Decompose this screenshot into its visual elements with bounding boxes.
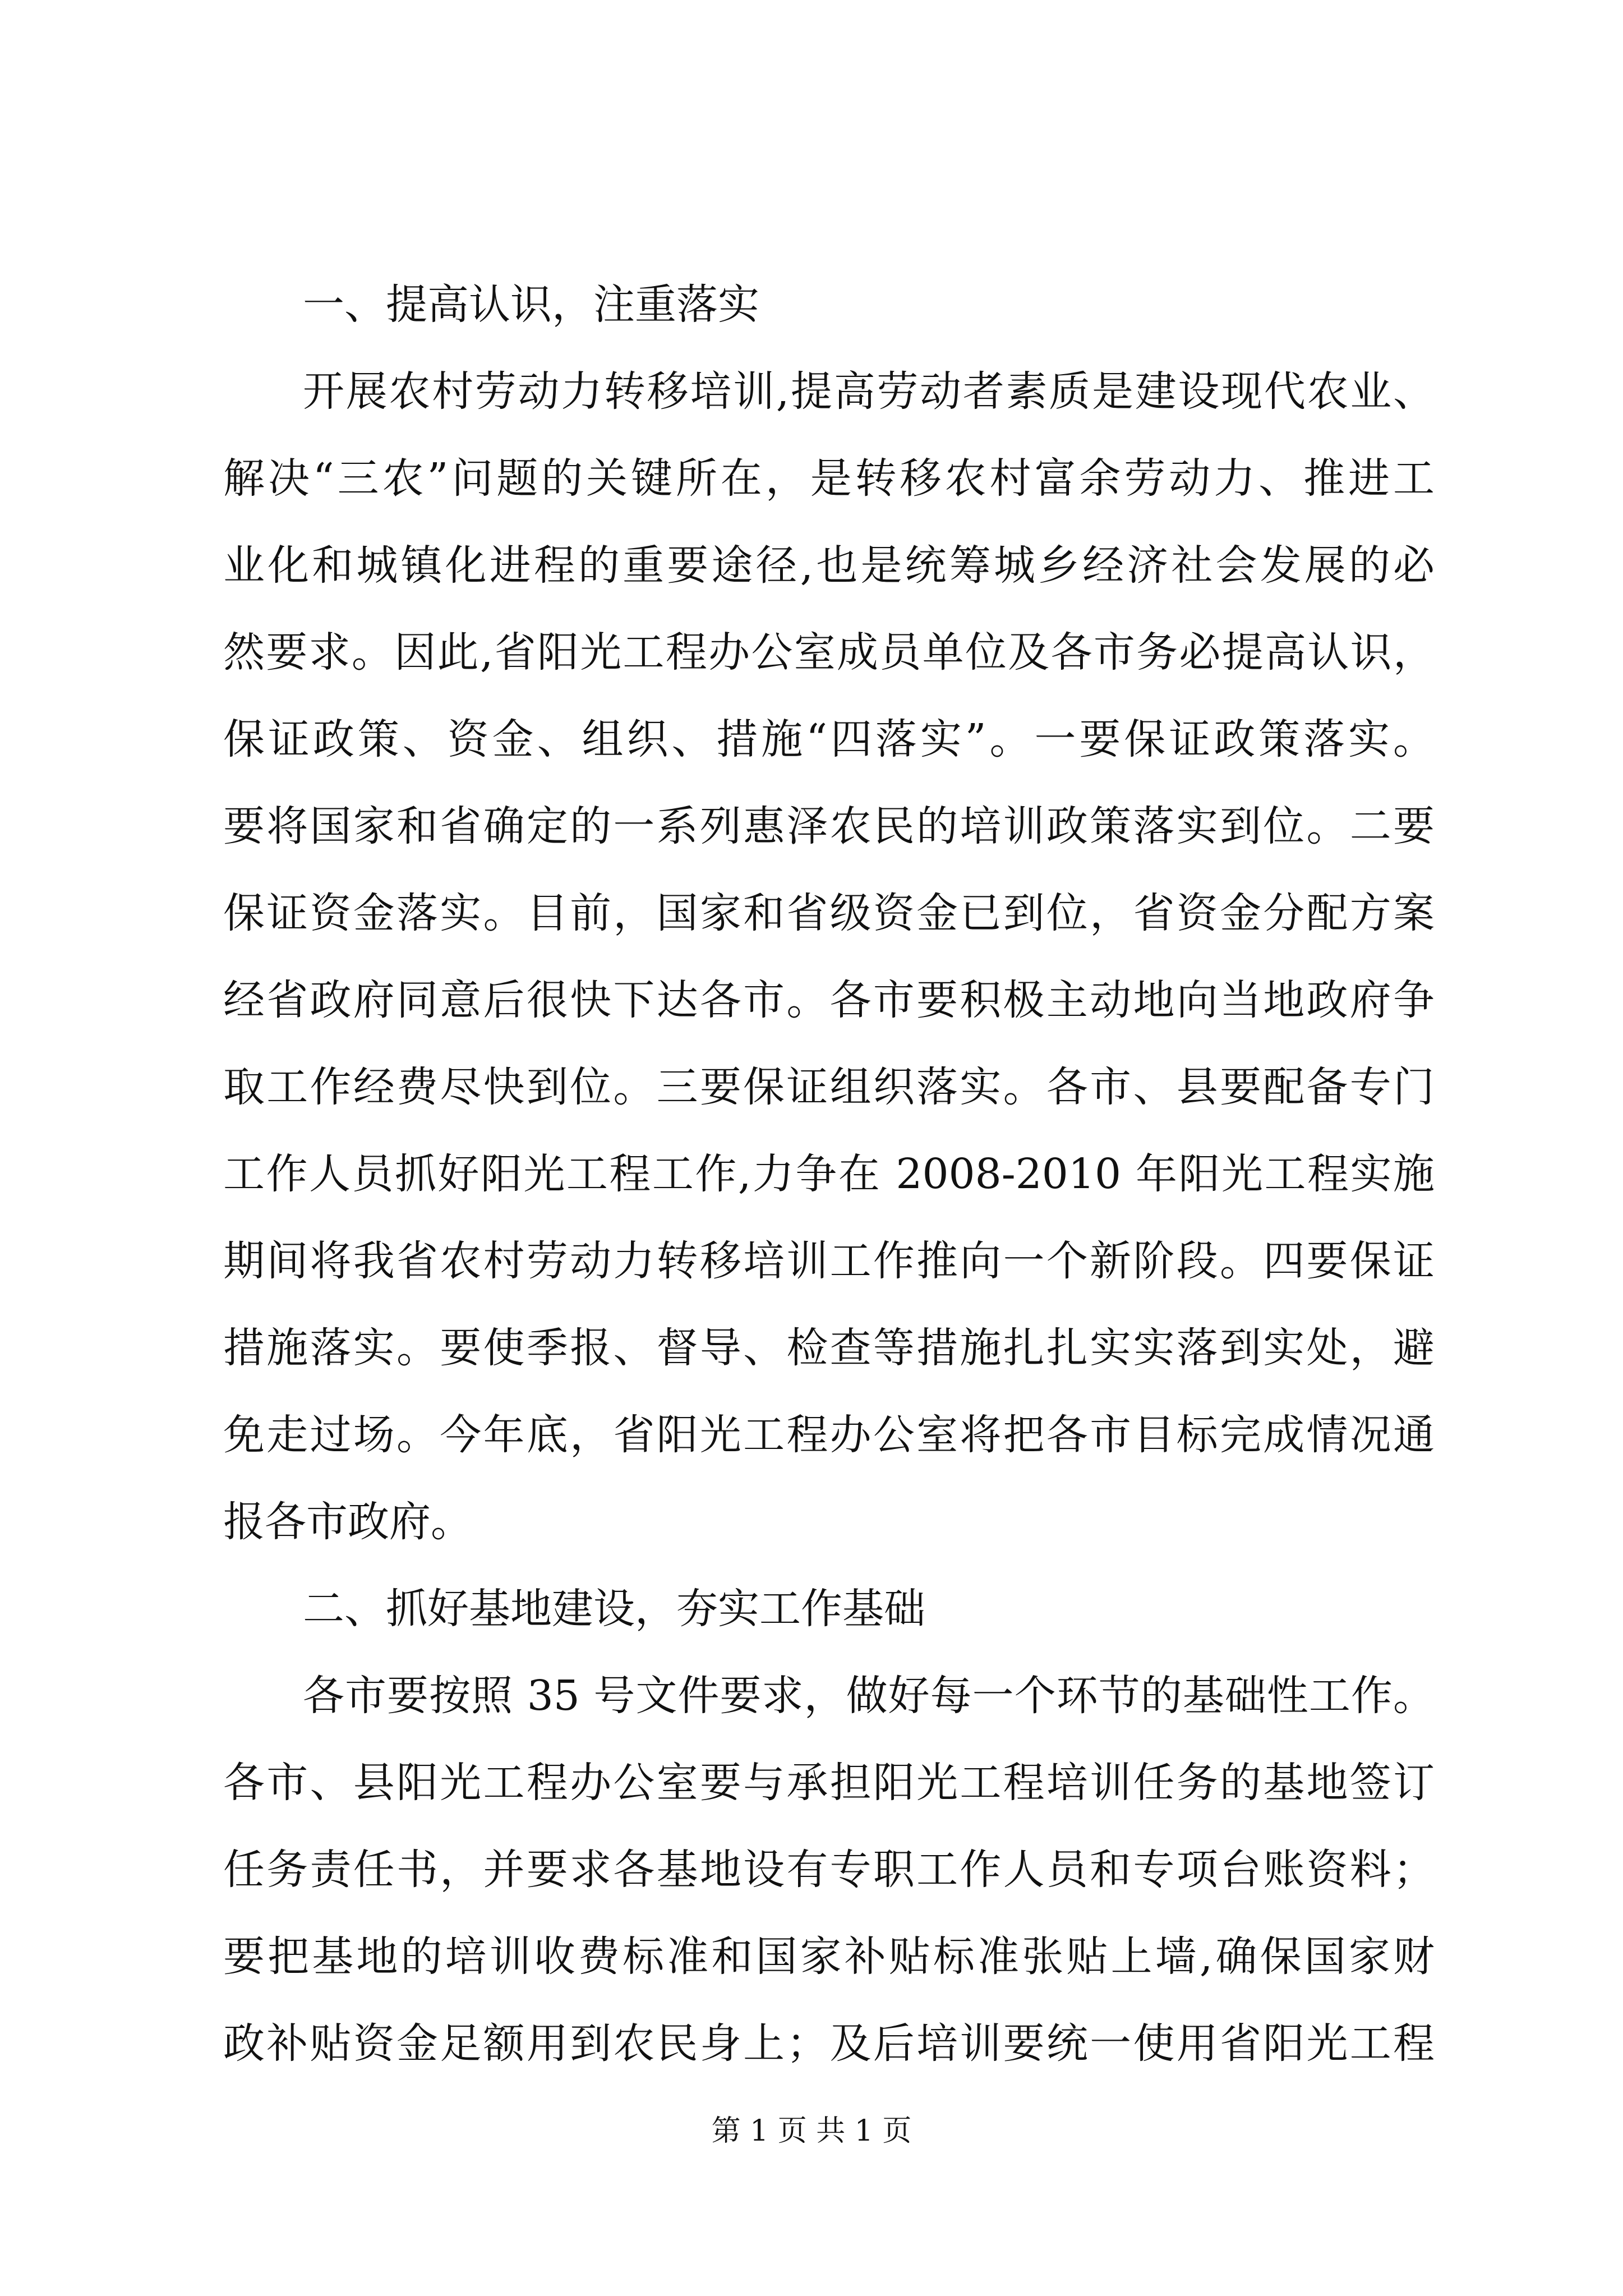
section-heading-1: 一、提高认识，注重落实 bbox=[303, 280, 759, 329]
paragraph-line: 免走过场。今年底，省阳光工程办公室将把各市目标完成情况通 bbox=[223, 1411, 1435, 1459]
paragraph-line: 措施落实。要使季报、督导、检查等措施扎扎实实落到实处，避 bbox=[223, 1324, 1435, 1372]
paragraph-line: 解决“三农”问题的关键所在，是转移农村富余劳动力、推进工 bbox=[223, 454, 1435, 503]
paragraph-line: 取工作经费尽快到位。三要保证组织落实。各市、县要配备专门 bbox=[223, 1063, 1435, 1111]
paragraph-line: 经省政府同意后很快下达各市。各市要积极主动地向当地政府争 bbox=[223, 976, 1435, 1024]
paragraph-line: 任务责任书，并要求各基地设有专职工作人员和专项台账资料； bbox=[223, 1846, 1435, 1894]
paragraph-line: 保证政策、资金、组织、措施“四落实”。一要保证政策落实。 bbox=[223, 715, 1435, 763]
paragraph-line: 业化和城镇化进程的重要途径,也是统筹城乡经济社会发展的必 bbox=[223, 541, 1435, 590]
paragraph-line: 保证资金落实。目前，国家和省级资金已到位，省资金分配方案 bbox=[223, 889, 1435, 937]
paragraph-line: 然要求。因此,省阳光工程办公室成员单位及各市务必提高认识， bbox=[223, 628, 1435, 677]
paragraph-line: 开展农村劳动力转移培训,提高劳动者素质是建设现代农业、 bbox=[303, 367, 1435, 416]
paragraph-line: 要将国家和省确定的一系列惠泽农民的培训政策落实到位。二要 bbox=[223, 802, 1435, 850]
paragraph-line: 政补贴资金足额用到农民身上；及后培训要统一使用省阳光工程 bbox=[223, 2019, 1435, 2068]
paragraph-line: 期间将我省农村劳动力转移培训工作推向一个新阶段。四要保证 bbox=[223, 1237, 1435, 1285]
page-footer: 第 1 页 共 1 页 bbox=[711, 2114, 912, 2148]
section-heading-2: 二、抓好基地建设，夯实工作基础 bbox=[303, 1585, 925, 1633]
paragraph-line: 各市要按照 35 号文件要求，做好每一个环节的基础性工作。 bbox=[303, 1672, 1435, 1720]
paragraph-line: 报各市政府。 bbox=[223, 1498, 472, 1546]
section-paragraph-1 bbox=[223, 348, 1435, 1566]
paragraph-line: 要把基地的培训收费标准和国家补贴标准张贴上墙,确保国家财 bbox=[223, 1932, 1435, 1981]
paragraph-line: 工作人员抓好阳光工程工作,力争在 2008-2010 年阳光工程实施 bbox=[223, 1150, 1435, 1198]
paragraph-line: 各市、县阳光工程办公室要与承担阳光工程培训任务的基地签订 bbox=[223, 1759, 1435, 1807]
section-paragraph-2 bbox=[223, 1653, 1435, 2087]
document-body bbox=[223, 261, 1435, 2087]
